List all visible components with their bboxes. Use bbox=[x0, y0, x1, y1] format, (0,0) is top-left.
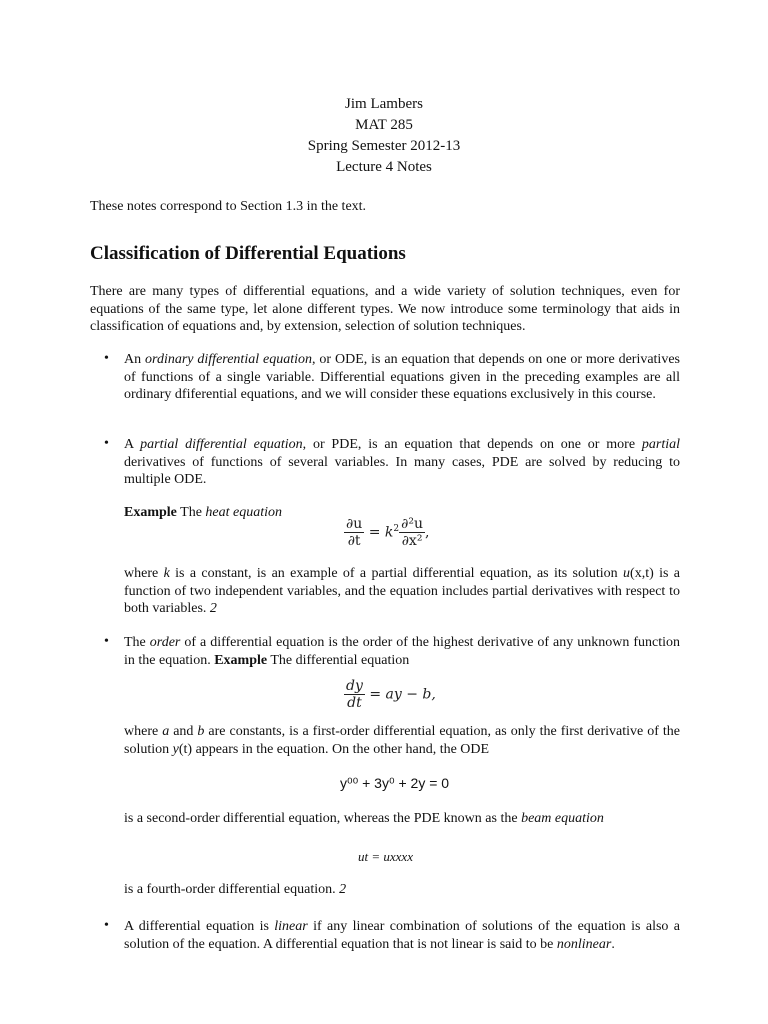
pde-text-b: , or PDE, is an equation that depends on one or more bbox=[302, 437, 642, 452]
author: Jim Lambers bbox=[345, 96, 423, 112]
linear-term: linear bbox=[274, 919, 308, 934]
bullet-marker: • bbox=[104, 351, 109, 366]
document-header bbox=[0, 94, 768, 178]
pde-definition bbox=[124, 436, 680, 489]
order-definition: The order of a differential equation is the order of the highest derivative of any unknown function in the equation. Example The differential equation bbox=[124, 635, 681, 668]
intro-text: These notes correspond to Section 1.3 in the text. bbox=[90, 199, 367, 214]
bullet-marker: • bbox=[104, 436, 109, 451]
section-intro: There are many types of differential equations, and a wide variety of solution techniques, even for equations of the same type, let alone different types. We now introduce some terminology that aids in classification of equations and, by extension, selection of solution techniques. bbox=[90, 284, 680, 334]
pde-text-a: A bbox=[124, 437, 141, 452]
heat-equation-term: heat equation bbox=[205, 505, 283, 520]
semester: Spring Semester 2012-13 bbox=[307, 138, 461, 154]
heat-rhs-fraction: $\frac{\text{∂²u}}{\text{∂x²}}$ bbox=[401, 516, 423, 549]
ode-term: ordinary differential equation bbox=[145, 352, 312, 367]
heat-lhs-fraction: $\frac{\partial u}{\partial t}$ bbox=[346, 516, 363, 549]
second-order-text: is a second-order differential equation, whereas the PDE known as the beam equation bbox=[124, 811, 604, 826]
bullet-marker: • bbox=[104, 634, 109, 649]
heat-explanation: where k is a constant, is an example of a partial differential equation, as its solution u(x,t) is a function of two independent variables, and the equation includes partial derivatives with respect to both variables. 2 bbox=[124, 566, 681, 616]
dy-dt-fraction: $\frac{dy}{dt}$ bbox=[346, 678, 363, 711]
heat-example-label bbox=[124, 504, 282, 522]
linear-definition: A differential equation is linear if any linear combination of solutions of the equation is also a solution of the equation. A differential equation that is not linear is said to be nonlinear. bbox=[124, 919, 680, 952]
pde-text-c: derivatives of functions of several variables. In many cases, PDE are solved by reducing to multiple ODE. bbox=[124, 454, 680, 487]
fourth-order-text: is a fourth-order differential equation. 2 bbox=[124, 882, 347, 897]
order-term: order bbox=[149, 635, 181, 650]
order-explanation: where a and b are constants, is a first-order differential equation, as only the first derivative of the solution y(t) appears in the equation. On the other hand, the ODE bbox=[124, 724, 680, 757]
beam-equation-term: beam equation bbox=[521, 811, 604, 826]
course-code: MAT 285 bbox=[355, 117, 413, 133]
bullet-marker: • bbox=[104, 918, 109, 933]
ode-definition bbox=[124, 351, 680, 404]
partial-term: partial bbox=[641, 437, 680, 452]
ode-text-a: An bbox=[124, 352, 146, 367]
ode-text-b: , or ODE, is an equation that depends on one or more derivatives of functions of a single variable. Differential equations given in the preceding examples are all ordinary dfiferential equations, and we will consider these equations exclusively in this course. bbox=[124, 352, 680, 402]
example-the: The bbox=[176, 505, 206, 520]
beam-equation: ut = uxxxx bbox=[358, 849, 413, 864]
lecture-title: Lecture 4 Notes bbox=[336, 159, 432, 175]
heat-equation: $\frac{\partial u}{\partial t}$ = $k^2$ $\frac{\text{∂²u}}{\text{∂x²}}$ , bbox=[346, 516, 430, 549]
nonlinear-term: nonlinear bbox=[556, 936, 612, 952]
second-order-ode: y⁰⁰ + 3y⁰ + 2y = 0 bbox=[340, 775, 450, 791]
first-order-equation: $\frac{dy}{dt}$ = ay − b, bbox=[346, 678, 436, 711]
section-title: Classification of Differential Equations bbox=[90, 243, 406, 264]
example-label: Example bbox=[124, 505, 177, 520]
pde-term: partial differential equation bbox=[140, 437, 303, 452]
